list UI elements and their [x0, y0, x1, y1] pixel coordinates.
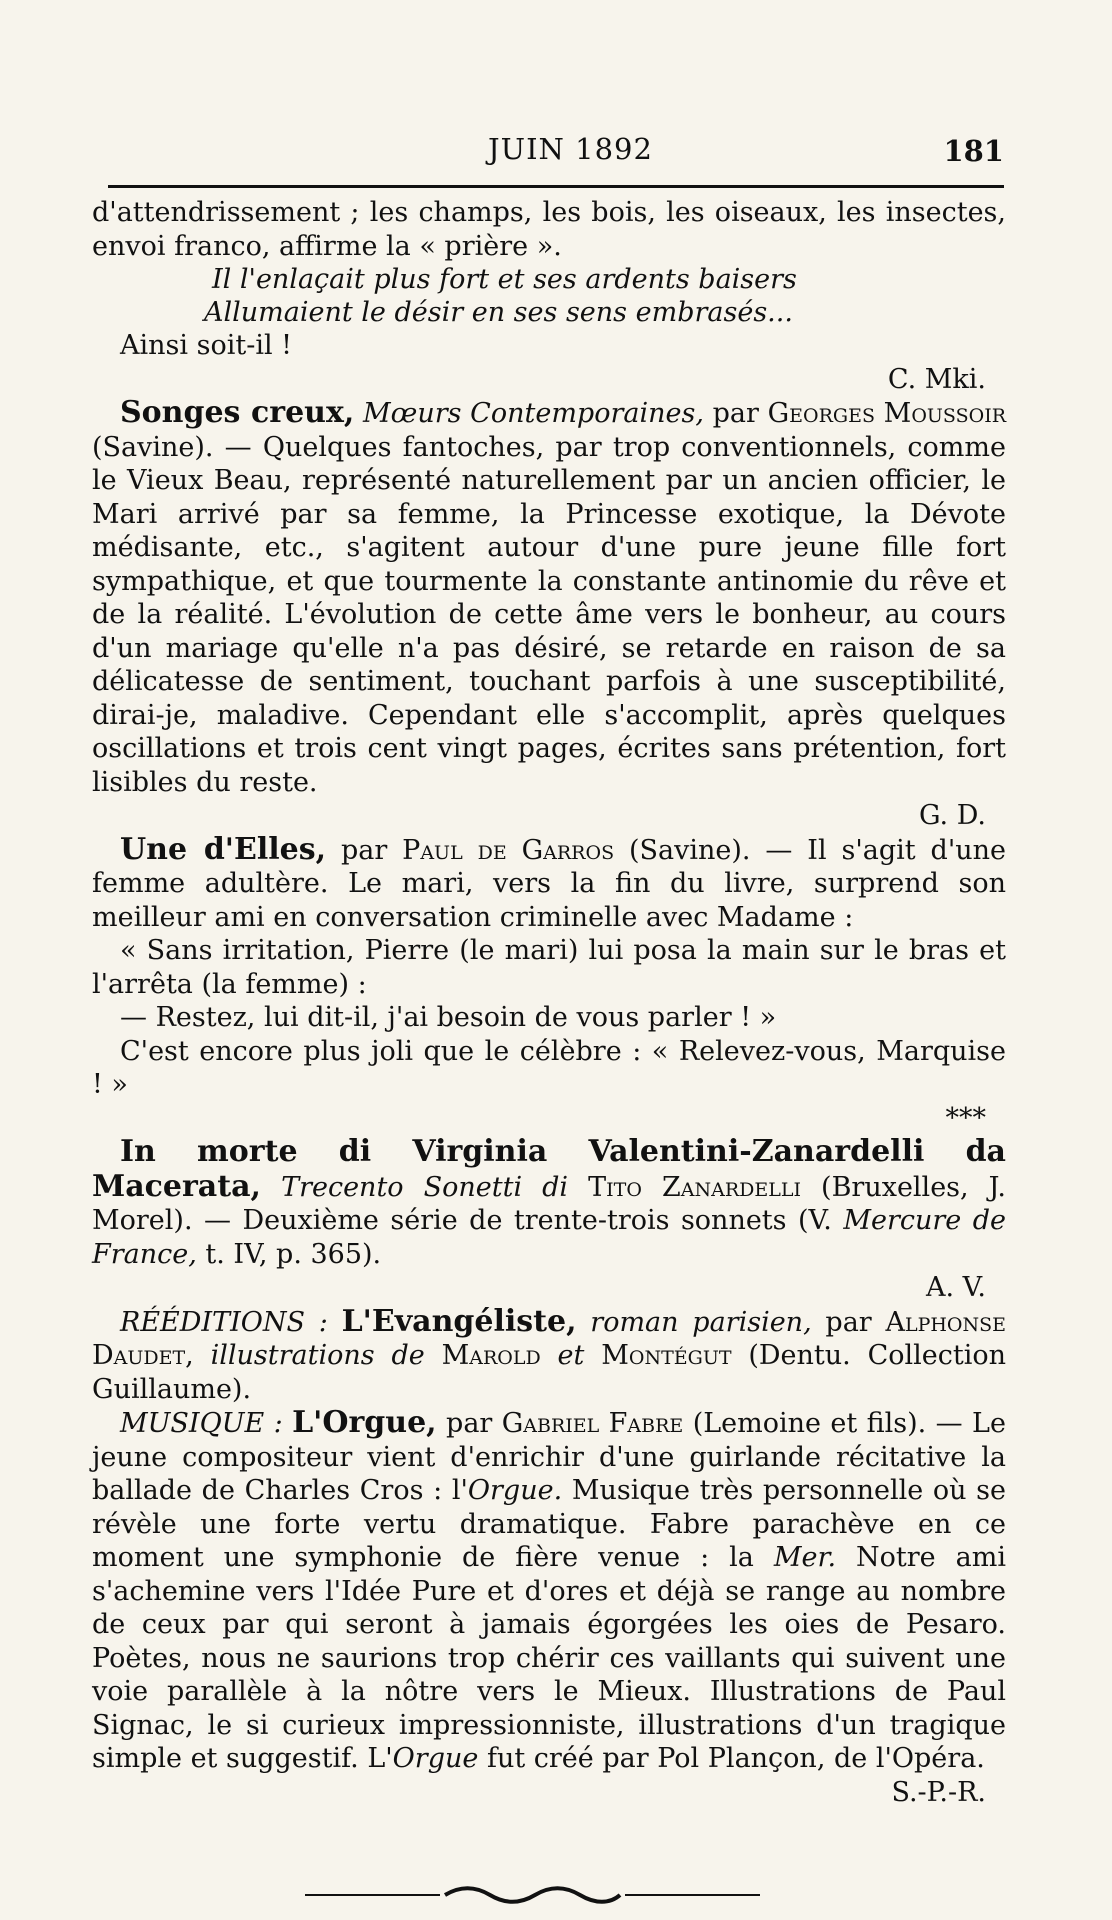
review-signature: S.-P.-R. — [891, 1776, 986, 1808]
review-signature: C. Mki. — [887, 363, 986, 395]
ornamental-rule — [305, 1884, 760, 1906]
running-head: JUIN 1892 — [488, 132, 653, 166]
review-signature: G. D. — [918, 800, 986, 831]
review-body: (Lemoine et fils). — Le jeune compositeur vient d'enrichir d'une guirlande récitative la ballade de Charles Cros : l' — [92, 1408, 1006, 1506]
review-subtitle: roman parisien, — [590, 1306, 812, 1338]
review-musique — [92, 1406, 1006, 1776]
review-in-morte — [92, 1135, 1006, 1271]
review-quote: — Restez, lui dit-il, j'ai besoin de vous parler ! » — [120, 1002, 777, 1033]
review-reference-tail: t. IV, p. 365). — [205, 1238, 382, 1270]
verse-line: Il l'enlaçait plus fort et ses ardents baisers — [212, 264, 797, 295]
verse-line: Allumaient le désir en ses sens embrasés... — [204, 297, 793, 328]
review-signature: *** — [945, 1102, 986, 1134]
review-title: L'Evangéliste, — [341, 1303, 577, 1339]
review-subtitle: Mœurs Contemporaines, — [363, 398, 704, 429]
review-reeditions — [92, 1305, 1006, 1407]
section-label: RÉÉDITIONS : — [120, 1306, 328, 1338]
review-body: Musique très personnelle où se révèle une forte vertu dramatique. Fabre parachève en ce moment une symphonie de fière venue : la — [92, 1475, 1006, 1573]
review-body: (Savine). — Il s'agit d'une femme adultère. Le mari, vers la fin du livre, surprend son meilleur ami en conversation criminelle avec Madame : — [92, 834, 1006, 933]
review-body: (Dentu. Collection Guillaume). — [92, 1340, 1007, 1405]
review-subtitle: Trecento Sonetti di — [281, 1171, 569, 1203]
review-body: fut créé par Pol Plançon, de l'Opéra. — [486, 1743, 985, 1774]
review-songes-creux — [92, 396, 1006, 799]
review-body: Notre ami s'achemine vers l'Idée Pure et d'ores et déjà se range au nombre de ceux par qui seront à jamais égorgées les oies de Pesaro. Poètes, nous ne saurions trop chérir ces vaillants qui suivent une voie parallèle à la nôtre vers le Mieux. Illustrations de Paul Signac, le si curieux impressionniste, illustrations d'un tragique simple et suggestif. L' — [92, 1542, 1006, 1774]
work-title: Orgue — [392, 1743, 479, 1774]
section-label: MUSIQUE : — [120, 1408, 283, 1439]
review-title: In morte di Virginia Valentini-Zanardelli da Macerata, — [92, 1134, 1006, 1204]
review-illustrator: Montégut — [601, 1340, 732, 1371]
review-by: par — [446, 1408, 493, 1439]
review-by: par — [712, 398, 759, 429]
review-author: Alphonse Daudet, — [92, 1306, 1007, 1371]
review-author: Paul de Garros — [402, 834, 615, 866]
work-title: Orgue. — [467, 1475, 563, 1506]
review-quote: C'est encore plus joli que le célèbre : « Relevez-vous, Marquise ! » — [92, 1035, 1006, 1100]
review-quote: « Sans irritation, Pierre (le mari) lui posa la main sur le bras et l'arrêta (la femme) : — [92, 935, 1006, 1000]
work-title: Mer. — [773, 1542, 837, 1573]
review-body: (Savine). — Quelques fantoches, par trop conventionnels, comme le Vieux Beau, représenté naturellement par un ancien officier, le Mari arrivé par sa femme, la Princesse exotique, la Dévote médisante, etc., s'agitent autour d'une pure jeune fille fort sympathique, et que tourmente la constante antinomie du rêve et de la réalité. L'évolution de cette âme vers le bonheur, au cours d'un mariage qu'elle n'a pas désiré, se retarde en raison de sa délicatesse de sentiment, touchant parfois à une susceptibilité, dirai-je, maladive. Cependant elle s'accomplit, après quelques oscillations et trois cent vingt pages, écrites sans prétention, fort lisibles du reste. — [92, 431, 1006, 798]
review-by: par — [825, 1306, 872, 1338]
header-rule — [108, 185, 1004, 188]
review-and: et — [557, 1340, 585, 1371]
page-number: 181 — [943, 134, 1004, 168]
review-by: par — [340, 834, 388, 866]
review-signature: A. V. — [925, 1272, 986, 1303]
review-une-delles — [92, 833, 1006, 935]
review-illustrations: illustrations de — [210, 1340, 425, 1371]
page-body — [92, 196, 1006, 1809]
review-body: (Bruxelles, J. Morel). — Deuxième série de trente-trois sonnets (V. — [92, 1171, 1006, 1236]
review-title: Une d'Elles, — [120, 831, 327, 867]
review-author: Georges Moussoir — [767, 398, 1007, 429]
review-author: Tito Zanardelli — [588, 1171, 801, 1203]
review-illustrator: Marold — [441, 1340, 541, 1371]
intro-closing: Ainsi soit-il ! — [120, 330, 293, 361]
review-author: Gabriel Fabre — [501, 1408, 684, 1439]
review-reference: Mercure de France, — [92, 1205, 1006, 1270]
review-title: L'Orgue, — [292, 1405, 437, 1440]
intro-paragraph: d'attendrissement ; les champs, les bois, les oiseaux, les insectes, envoi franco, affirme la « prière ». — [92, 197, 1006, 262]
review-title: Songes creux, — [120, 395, 355, 430]
page-header — [108, 132, 1004, 182]
